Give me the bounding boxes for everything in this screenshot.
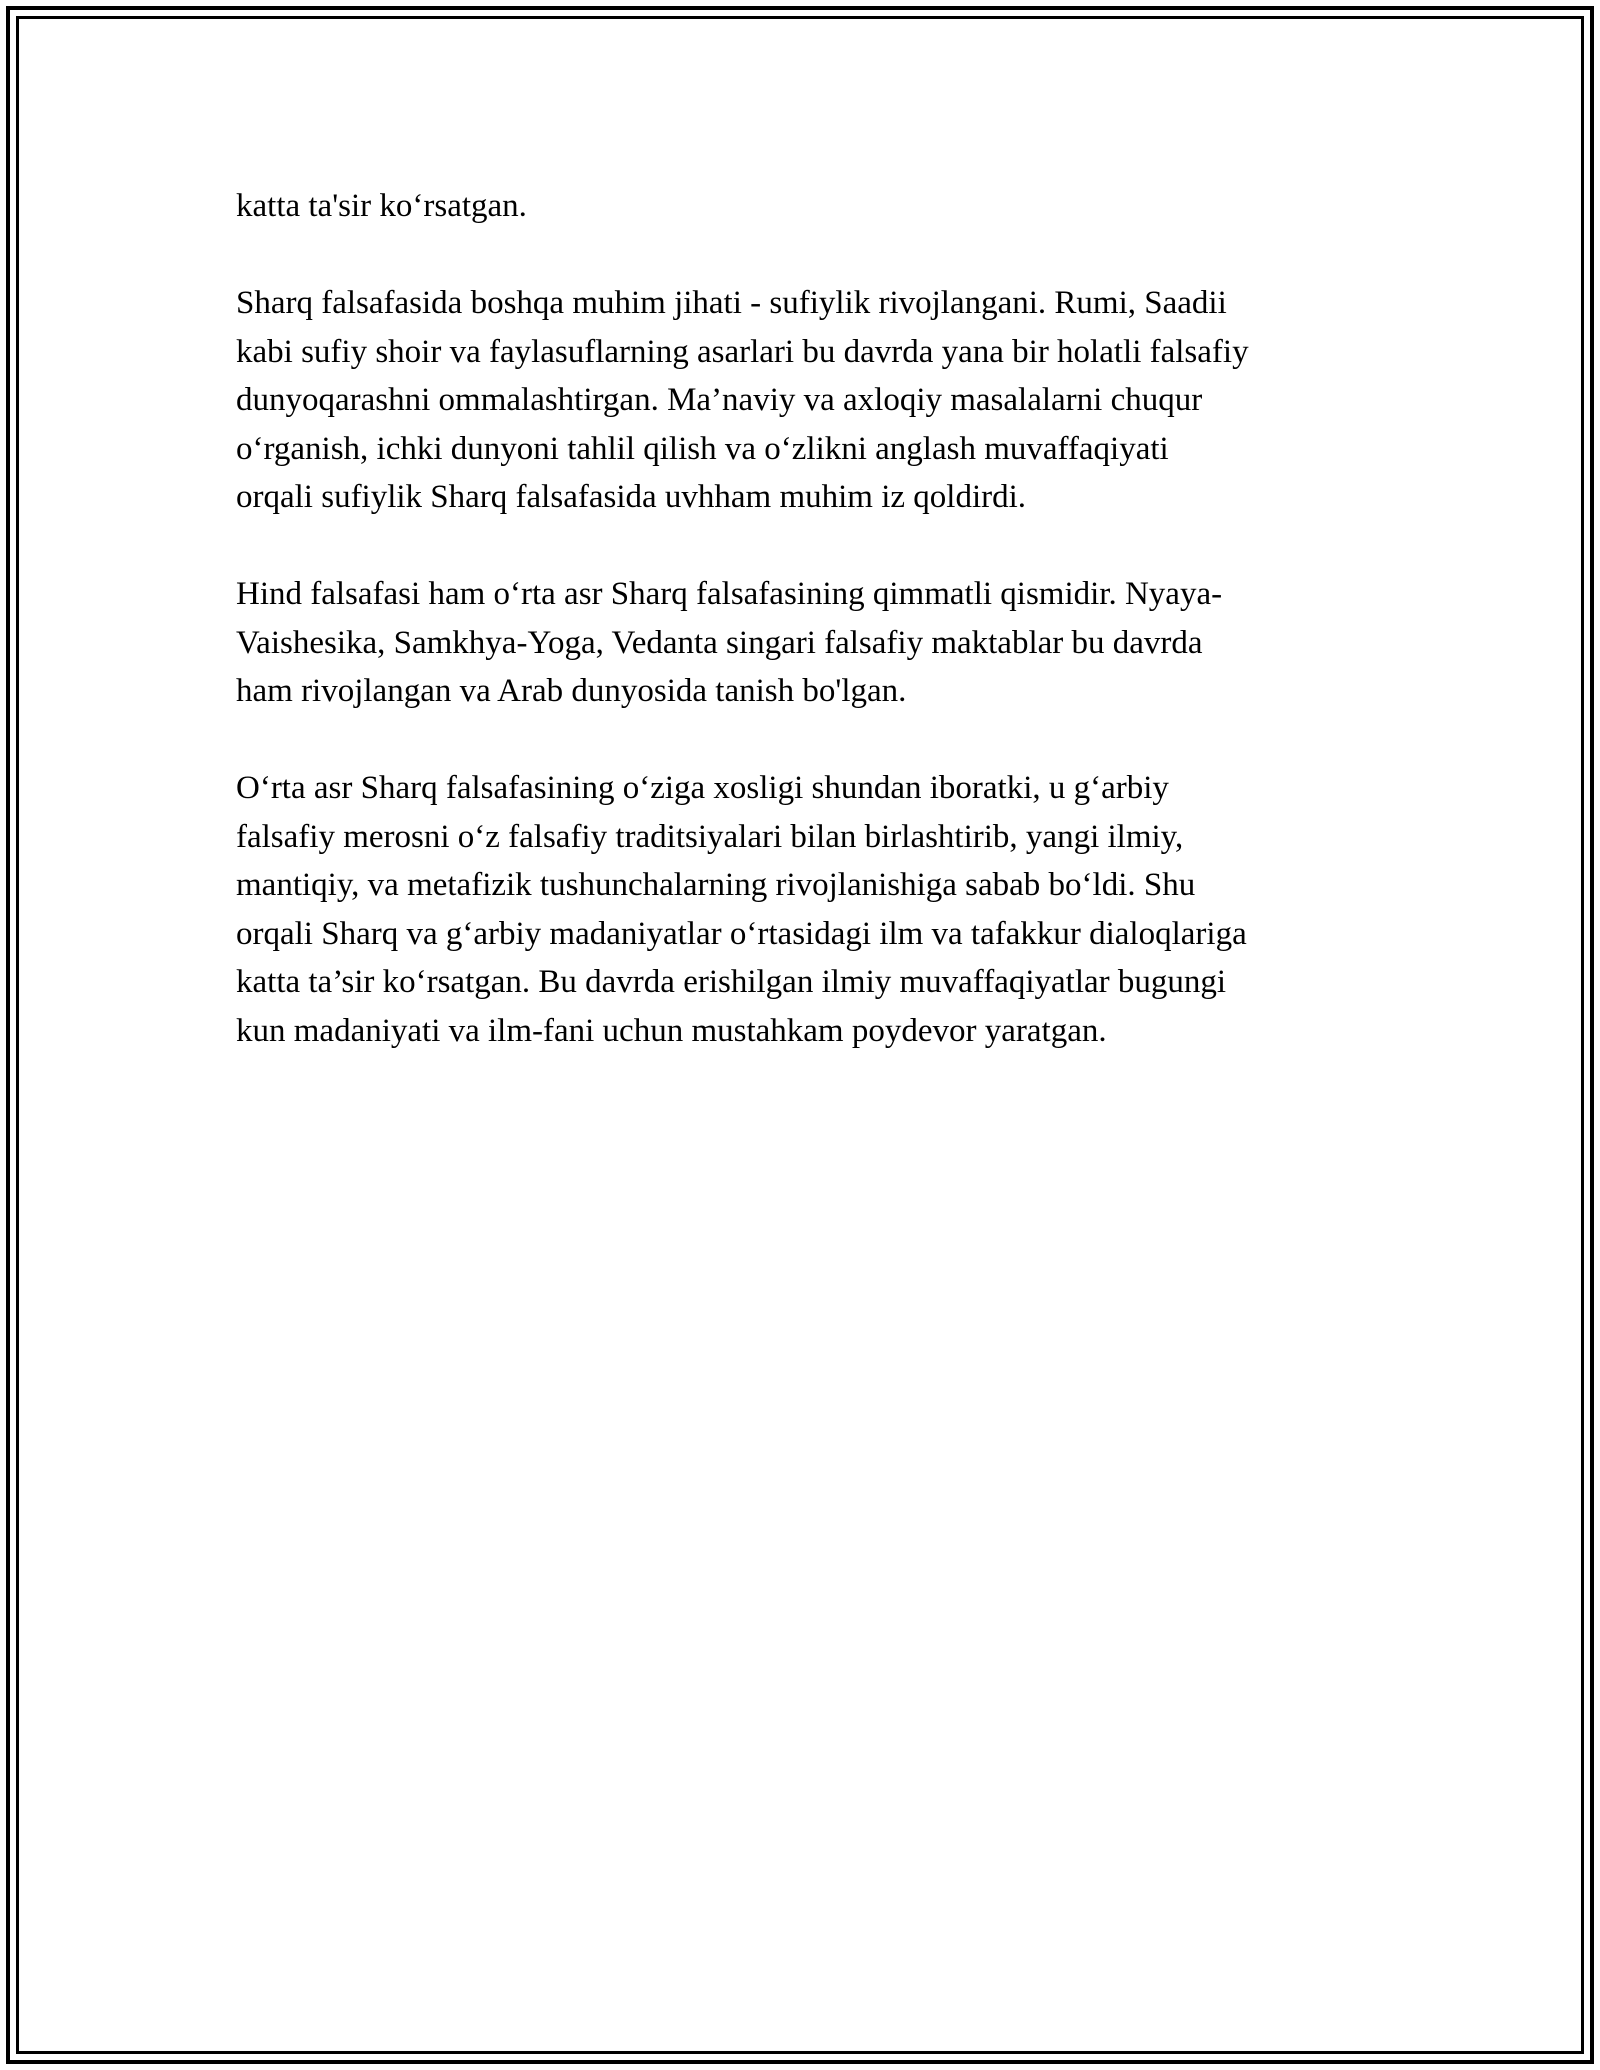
text-line: dunyoqarashni ommalashtirgan. Ma’naviy va axloqiy masalalarni chuqur [236, 382, 1203, 418]
text-line: kun madaniyati va ilm-fani uchun mustahkam poydevor yaratgan. [236, 1012, 1107, 1049]
text-line: orqali Sharq va g‘arbiy madaniyatlar o‘rtasidagi ilm va tafakkur dialoqlariga [236, 915, 1247, 952]
paragraph-1 [236, 182, 1372, 231]
text-line: kabi sufiy shoir va faylasuflarning asarlari bu davrda yana bir holatli falsafiy [236, 333, 1249, 370]
text-line: falsafiy merosni o‘z falsafiy traditsiyalari bilan birlashtirib, yangi ilmiy, [236, 818, 1184, 855]
paragraph-2 [236, 279, 1372, 522]
text-line: Sharq falsafasida boshqa muhim jihati - sufiylik rivojlangani. Rumi, Saadii [236, 285, 1227, 321]
text-line: O‘rta asr Sharq falsafasining o‘ziga xosligi shundan iboratki, u g‘arbiy [236, 770, 1169, 806]
paragraph-3 [236, 570, 1372, 716]
text-line: orqali sufiylik Sharq falsafasida uvhham muhim iz qoldirdi. [236, 479, 1027, 515]
text-line: katta ta’sir ko‘rsatgan. Bu davrda erishilgan ilmiy muvaffaqiyatlar bugungi [236, 964, 1227, 1000]
text-line: ham rivojlangan va Arab dunyosida tanish bo'lgan. [236, 673, 907, 709]
text-line: mantiqiy, va metafizik tushunchalarning rivojlanishiga sabab bo‘ldi. Shu [236, 867, 1196, 903]
text-line: o‘rganish, ichki dunyoni tahlil qilish va o‘zlikni anglash muvaffaqiyati [236, 430, 1169, 467]
text-line: Hind falsafasi ham o‘rta asr Sharq falsafasining qimmatli qismidir. Nyaya- [236, 576, 1223, 612]
text-line: katta ta'sir ko‘rsatgan. [236, 188, 527, 224]
text-line: Vaishesika, Samkhya-Yoga, Vedanta singari falsafiy maktablar bu davrda [236, 624, 1203, 661]
document-body [236, 182, 1372, 1104]
paragraph-4 [236, 764, 1372, 1055]
